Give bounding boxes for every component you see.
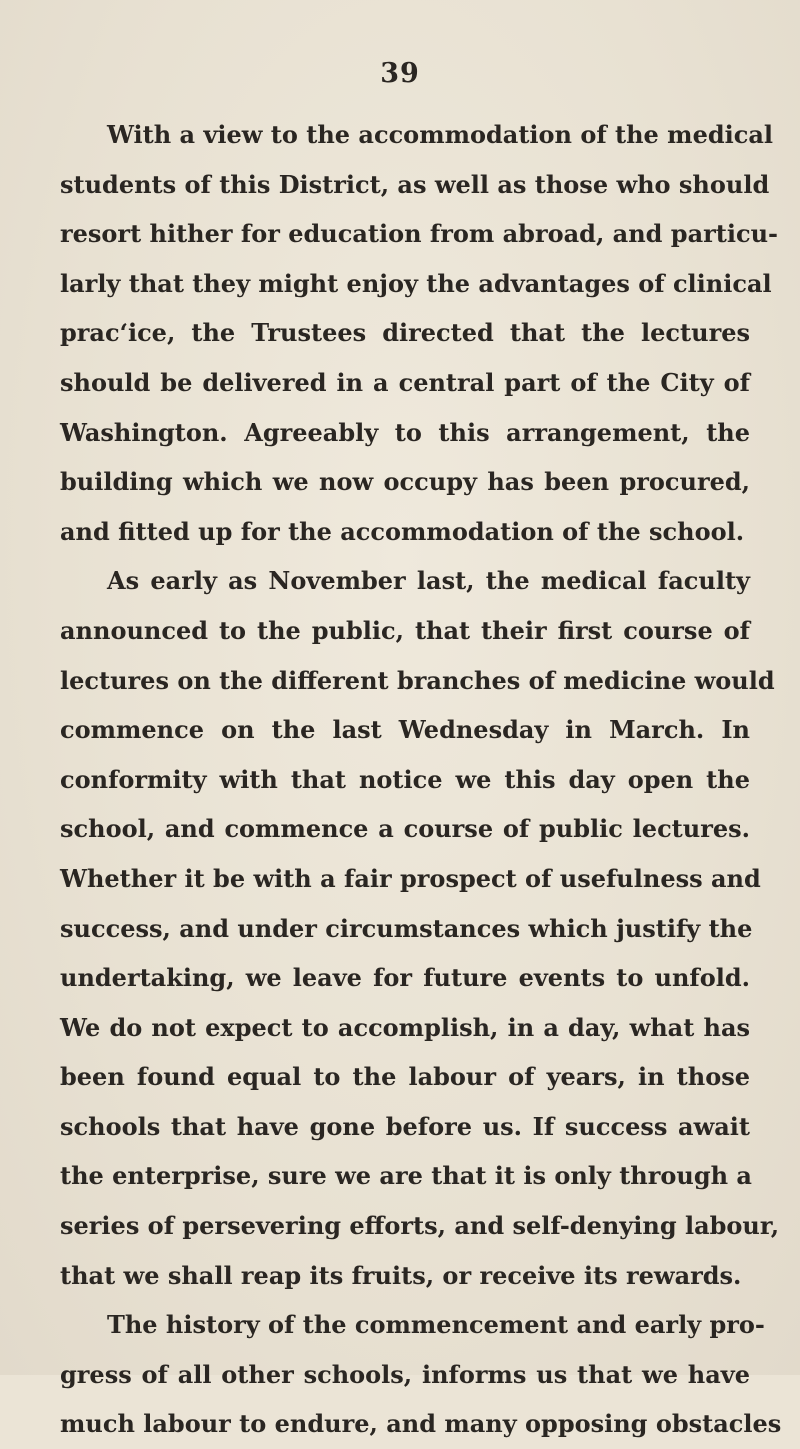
- text-line: The history of the commencement and early pro-: [107, 1310, 765, 1340]
- body-text: [60, 110, 782, 1449]
- text-line: Washington. Agreeably to this arrangement, the: [60, 417, 750, 447]
- text-line: that we shall reap its fruits, or receive its rewards.: [60, 1260, 742, 1290]
- text-line: We do not expect to accomplish, in a day, what has: [60, 1012, 750, 1042]
- text-line: commence on the last Wednesday in March. In: [60, 715, 750, 745]
- text-line: students of this District, as well as those who should: [60, 169, 770, 199]
- text-line: much labour to endure, and many opposing obstacles: [60, 1409, 782, 1439]
- text-line: the enterprise, sure we are that it is only through a: [60, 1161, 752, 1191]
- text-line: should be delivered in a central part of the City of: [60, 367, 750, 397]
- text-line: been found equal to the labour of years, in those: [60, 1062, 750, 1092]
- text-line: and fitted up for the accommodation of the school.: [60, 516, 745, 546]
- text-line: success, and under circumstances which justify the: [60, 913, 753, 943]
- text-line: schools that have gone before us. If success await: [60, 1111, 750, 1141]
- text-line: school, and commence a course of public lectures.: [60, 814, 750, 844]
- text-line: lectures on the different branches of medicine would: [60, 665, 775, 695]
- text-line: larly that they might enjoy the advantages of clinical: [60, 268, 772, 298]
- text-line: building which we now occupy has been procured,: [60, 467, 750, 497]
- text-line: announced to the public, that their first course of: [60, 615, 750, 645]
- text-line: undertaking, we leave for future events to unfold.: [60, 963, 750, 993]
- text-line: series of persevering efforts, and self-denying labour,: [60, 1211, 780, 1241]
- text-line: As early as November last, the medical faculty: [107, 566, 750, 596]
- text-line: Whether it be with a fair prospect of usefulness and: [60, 863, 761, 893]
- text-line: resort hither for education from abroad, and particu-: [60, 219, 778, 249]
- text-line: conformity with that notice we this day open the: [60, 764, 750, 794]
- text-line: With a view to the accommodation of the medical: [107, 120, 774, 149]
- page-number: 39: [380, 58, 420, 89]
- text-line: gress of all other schools, informs us that we have: [60, 1359, 750, 1389]
- text-line: prac‘ice, the Trustees directed that the lectures: [60, 318, 750, 348]
